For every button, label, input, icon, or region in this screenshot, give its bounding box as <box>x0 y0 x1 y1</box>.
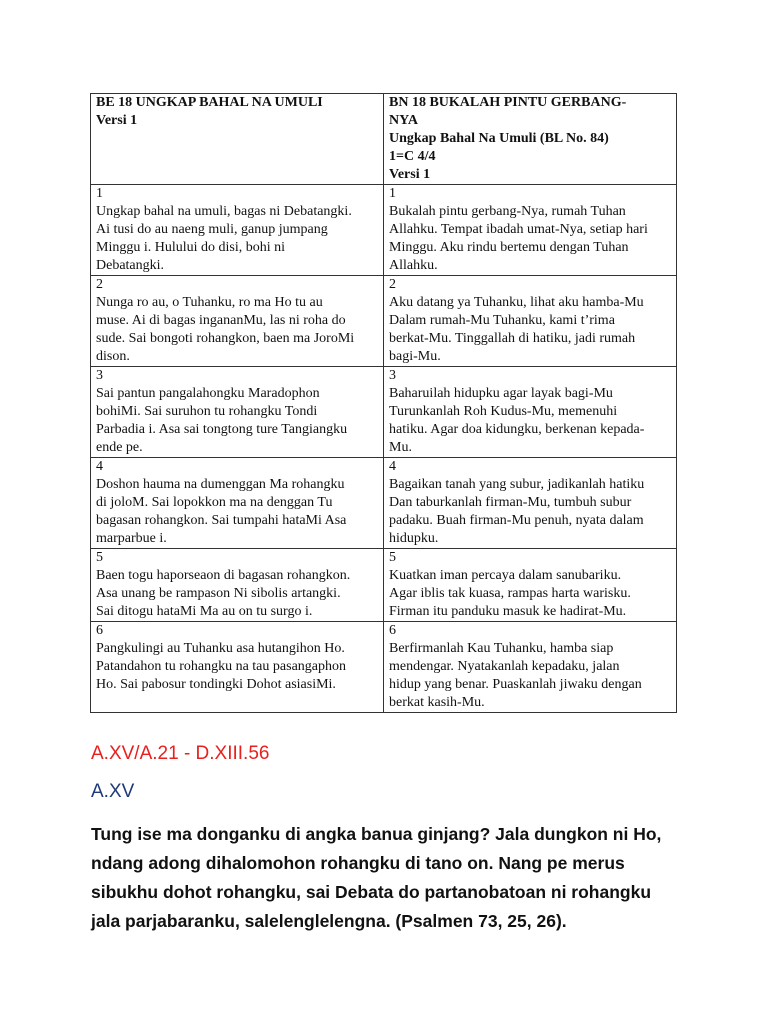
stanza-cell-right <box>384 185 677 276</box>
stanza-line: berkat-Mu. Tinggallah di hatiku, jadi rumah <box>389 331 636 346</box>
stanza-line: Parbadia i. Asa sai tongtong ture Tangiangku <box>96 422 348 437</box>
table-row <box>91 185 677 276</box>
stanza-line: Dan taburkanlah firman-Mu, tumbuh subur <box>389 495 632 510</box>
stanza-number: 2 <box>389 277 396 292</box>
stanza-number: 5 <box>96 550 103 565</box>
stanza-number: 1 <box>389 186 396 201</box>
header-right-line: Versi 1 <box>389 167 431 182</box>
table-row <box>91 367 677 458</box>
stanza-line: Patandahon tu rohangku na tau pasangaphon <box>96 659 346 674</box>
stanza-number: 5 <box>389 550 396 565</box>
stanza-line: muse. Ai di bagas ingananMu, las ni roha do <box>96 313 346 328</box>
stanza-cell-left <box>91 549 384 622</box>
reference-heading: A.XV/A.21 - D.XIII.56 <box>91 743 270 764</box>
table-row <box>91 458 677 549</box>
header-left-line: BE 18 UNGKAP BAHAL NA UMULI <box>96 95 323 110</box>
verse-line: sibukhu dohot rohangku, sai Debata do partanobatoan ni rohangku <box>91 882 652 902</box>
stanza-line: Firman itu panduku masuk ke hadirat-Mu. <box>389 604 627 619</box>
stanza-line: Baen togu haporseaon di bagasan rohangkon. <box>96 568 351 583</box>
stanza-line: bohiMi. Sai suruhon tu rohangku Tondi <box>96 404 318 419</box>
stanza-line: Allahku. <box>389 258 438 273</box>
stanza-cell-left <box>91 622 384 713</box>
stanza-line: Sai ditogu hataMi Ma au on tu surgo i. <box>96 604 313 619</box>
stanza-number: 6 <box>96 623 103 638</box>
stanza-line: Ungkap bahal na umuli, bagas ni Debatangki. <box>96 204 352 219</box>
verse-line: jala parjabaranku, salelenglelengna. (Psalmen 73, 25, 26). <box>91 911 567 931</box>
stanza-line: Turunkanlah Roh Kudus-Mu, memenuhi <box>389 404 618 419</box>
stanza-line: Pangkulingi au Tuhanku asa hutangihon Ho. <box>96 641 345 656</box>
stanza-line: Dalam rumah-Mu Tuhanku, kami t’rima <box>389 313 615 328</box>
section-heading: A.XV <box>91 781 135 802</box>
stanza-line: Baharuilah hidupku agar layak bagi-Mu <box>389 386 613 401</box>
hymn-comparison-table <box>90 93 677 713</box>
stanza-number: 3 <box>389 368 396 383</box>
stanza-number: 1 <box>96 186 103 201</box>
header-left-line: Versi 1 <box>96 113 138 128</box>
table-row <box>91 622 677 713</box>
stanza-line: ende pe. <box>96 440 143 455</box>
stanza-number: 4 <box>389 459 396 474</box>
stanza-line: Nunga ro au, o Tuhanku, ro ma Ho tu au <box>96 295 323 310</box>
stanza-line: Minggu. Aku rindu bertemu dengan Tuhan <box>389 240 629 255</box>
stanza-line: Minggu i. Hulului do disi, bohi ni <box>96 240 286 255</box>
stanza-line: Ho. Sai pabosur tondingki Dohot asiasiMi. <box>96 677 336 692</box>
stanza-cell-right <box>384 276 677 367</box>
table-header-row <box>91 94 677 185</box>
stanza-line: Aku datang ya Tuhanku, lihat aku hamba-Mu <box>389 295 644 310</box>
stanza-line: Doshon hauma na dumenggan Ma rohangku <box>96 477 345 492</box>
stanza-cell-left <box>91 185 384 276</box>
header-right-line: BN 18 BUKALAH PINTU GERBANG- <box>389 95 627 110</box>
stanza-line: sude. Sai bongoti rohangkon, baen ma JoroMi <box>96 331 355 346</box>
table-row <box>91 549 677 622</box>
stanza-line: Sai pantun pangalahongku Maradophon <box>96 386 320 401</box>
stanza-cell-right <box>384 622 677 713</box>
verse-line: Tung ise ma donganku di angka banua ginjang? Jala dungkon ni Ho, <box>91 824 662 844</box>
stanza-line: Ai tusi do au naeng muli, ganup jumpang <box>96 222 328 237</box>
stanza-line: Mu. <box>389 440 412 455</box>
header-right-line: NYA <box>389 113 419 128</box>
stanza-line: Allahku. Tempat ibadah umat-Nya, setiap hari <box>389 222 648 237</box>
stanza-line: Agar iblis tak kuasa, rampas harta warisku. <box>389 586 631 601</box>
header-right-line: 1=C 4/4 <box>389 149 436 164</box>
stanza-line: bagi-Mu. <box>389 349 441 364</box>
scripture-verse <box>91 820 691 936</box>
header-cell-right <box>384 94 677 185</box>
stanza-line: hidupku. <box>389 531 439 546</box>
stanza-line: Kuatkan iman percaya dalam sanubariku. <box>389 568 622 583</box>
stanza-cell-right <box>384 458 677 549</box>
verse-line: ndang adong dihalomohon rohangku di tano on. Nang pe merus <box>91 853 625 873</box>
stanza-line: berkat kasih-Mu. <box>389 695 485 710</box>
stanza-line: padaku. Buah firman-Mu penuh, nyata dalam <box>389 513 644 528</box>
stanza-number: 6 <box>389 623 396 638</box>
stanza-line: mendengar. Nyatakanlah kepadaku, jalan <box>389 659 620 674</box>
stanza-cell-left <box>91 458 384 549</box>
stanza-number: 4 <box>96 459 103 474</box>
table-row <box>91 276 677 367</box>
stanza-number: 2 <box>96 277 103 292</box>
stanza-number: 3 <box>96 368 103 383</box>
stanza-line: dison. <box>96 349 130 364</box>
stanza-line: Berfirmanlah Kau Tuhanku, hamba siap <box>389 641 614 656</box>
stanza-line: marparbue i. <box>96 531 167 546</box>
stanza-line: Bagaikan tanah yang subur, jadikanlah hatiku <box>389 477 645 492</box>
stanza-line: di joloM. Sai lopokkon ma na denggan Tu <box>96 495 333 510</box>
stanza-line: Debatangki. <box>96 258 165 273</box>
stanza-line: Asa unang be rampason Ni sibolis artangki. <box>96 586 341 601</box>
stanza-line: bagasan rohangkon. Sai tumpahi hataMi Asa <box>96 513 347 528</box>
stanza-line: Bukalah pintu gerbang-Nya, rumah Tuhan <box>389 204 626 219</box>
stanza-line: hidup yang benar. Puaskanlah jiwaku dengan <box>389 677 642 692</box>
stanza-cell-right <box>384 549 677 622</box>
stanza-line: hatiku. Agar doa kidungku, berkenan kepada- <box>389 422 645 437</box>
stanza-cell-left <box>91 367 384 458</box>
stanza-cell-left <box>91 276 384 367</box>
header-right-line: Ungkap Bahal Na Umuli (BL No. 84) <box>389 131 609 146</box>
header-cell-left <box>91 94 384 185</box>
stanza-cell-right <box>384 367 677 458</box>
